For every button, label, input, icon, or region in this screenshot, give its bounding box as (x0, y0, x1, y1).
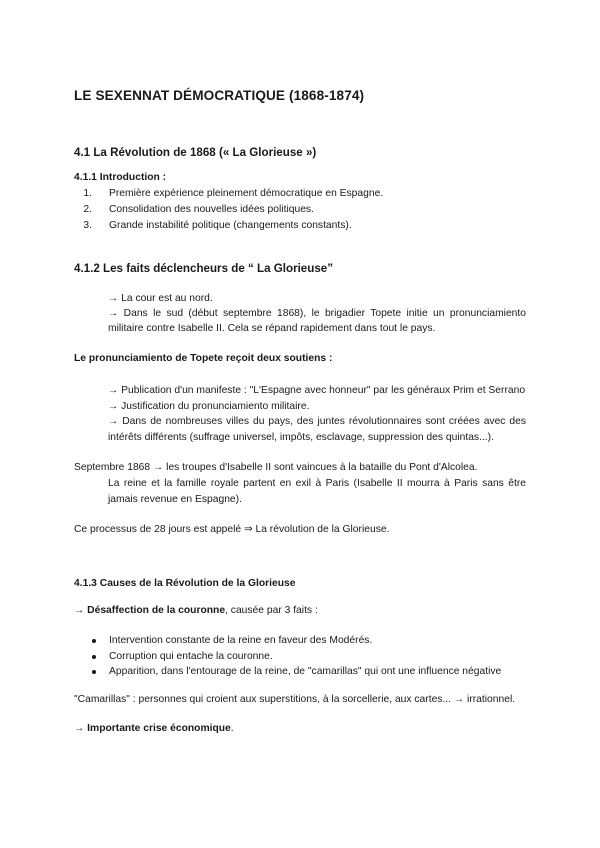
soutien-justification: → Justification du pronunciamiento militaire. (108, 401, 310, 412)
paragraph-topete-2: militaire contre Isabelle II. Cela se répand rapidement dans tout le pays. (108, 323, 436, 334)
paragraph-camarillas: "Camarillas" : personnes qui croient aux superstitions, à la sorcellerie, aux cartes... → irrationnel. (74, 694, 516, 705)
soutien-juntes-1: → Dans de nombreuses villes du pays, des juntes révolutionnaires sont créées avec des (108, 416, 526, 427)
paragraph-septembre: Septembre 1868 → les troupes d'Isabelle II sont vaincues à la bataille du Pont d'Alcolea. (74, 462, 478, 473)
paragraph-exil-1: La reine et la famille royale partent en exil à Paris (Isabelle II mourra à Paris sans être (108, 478, 526, 489)
soutiens-heading: Le pronunciamiento de Topete reçoit deux soutiens : (74, 353, 333, 364)
subsection-heading-4-1-1: 4.1.1 Introduction : (74, 172, 167, 183)
cause-crise-economique: → Importante crise économique. (74, 723, 234, 734)
paragraph-topete-1: → Dans le sud (début septembre 1868), le brigadier Topete initie un pronunciamiento (108, 308, 526, 319)
paragraph-processus: Ce processus de 28 jours est appelé ⇒ La révolution de la Glorieuse. (74, 524, 390, 535)
subsection-heading-4-1-3: 4.1.3 Causes de la Révolution de la Glorieuse (74, 578, 296, 589)
document-title: LE SEXENNAT DÉMOCRATIQUE (1868-1874) (74, 88, 365, 103)
paragraph-exil-2: jamais revenue en Espagne). (108, 494, 242, 505)
cause-desaffection: → Désaffection de la couronne, causée par 3 faits : (74, 605, 318, 616)
section-heading-4-1: 4.1 La Révolution de 1868 (« La Glorieuse ») (74, 146, 317, 159)
soutien-juntes-2: intérêts différents (suffrage universel, impôts, esclavage, suppression des quintas...). (108, 432, 494, 443)
list-item: Apparition, dans l'entourage de la reine, de "camarillas" qui ont une influence négative (88, 665, 528, 679)
document-page: LE SEXENNAT DÉMOCRATIQUE (1868-1874) 4.1 La Révolution de 1868 (« La Glorieuse ») 4.1.1 Introduction : 1. Première expérience pleinement démocratique en Espagne. 2. Consolidation des nouvelles idées politiques. 3. Grande instabilité politique (changements constants). 4.1.2 Les faits déclencheurs de “ La Glorieuse” → La cour est au nord. → Dans le sud (début septembre 1868), le brigadier Topete initie un pronunciamiento militaire contre Isabelle II. Cela se répand rapidement dans tout le pays. Le pronunciamiento de Topete reçoit deux soutiens : → Publication d'un manifeste : "L'Espagne avec honneur" par les généraux Prim et Serrano → Justification du pronunciamiento militaire. → Dans de nombreuses villes du pays, des juntes révolutionnaires sont créées avec des intérêts différents (suffrage universel, impôts, esclavage, suppression des quintas...). Septembre 1868 → les troupes d'Isabelle II sont vaincues à la bataille du Pont d'Alcolea. La reine et la famille royale partent en exil à Paris (Isabelle II mourra à Paris sans être jamais revenue en Espagne). Ce processus de 28 jours est appelé ⇒ La révolution de la Glorieuse. 4.1.3 Causes de la Révolution de la Glorieuse → Désaffection de la couronne, causée par 3 faits : Intervention constante de la reine en faveur des Modérés. Corruption qui entache la couronne. Apparition, dans l'entourage de la reine, de "camarillas" qui ont une influence négative "Camarillas" : personnes qui croient aux superstitions, à la sorcellerie, aux cartes... → irrationnel. → Importante crise économique. (74, 88, 526, 734)
bullet-icon (92, 639, 96, 643)
soutien-manifeste: → Publication d'un manifeste : "L'Espagne avec honneur" par les généraux Prim et Serrano (108, 385, 526, 396)
list-item: Intervention constante de la reine en faveur des Modérés. (88, 634, 528, 648)
subsection-heading-4-1-2: 4.1.2 Les faits déclencheurs de “ La Glorieuse” (74, 262, 334, 275)
list-item: Corruption qui entache la couronne. (88, 650, 528, 664)
bullet-icon (92, 655, 96, 659)
paragraph-cour: → La cour est au nord. (108, 293, 213, 304)
bullet-icon (92, 670, 96, 674)
